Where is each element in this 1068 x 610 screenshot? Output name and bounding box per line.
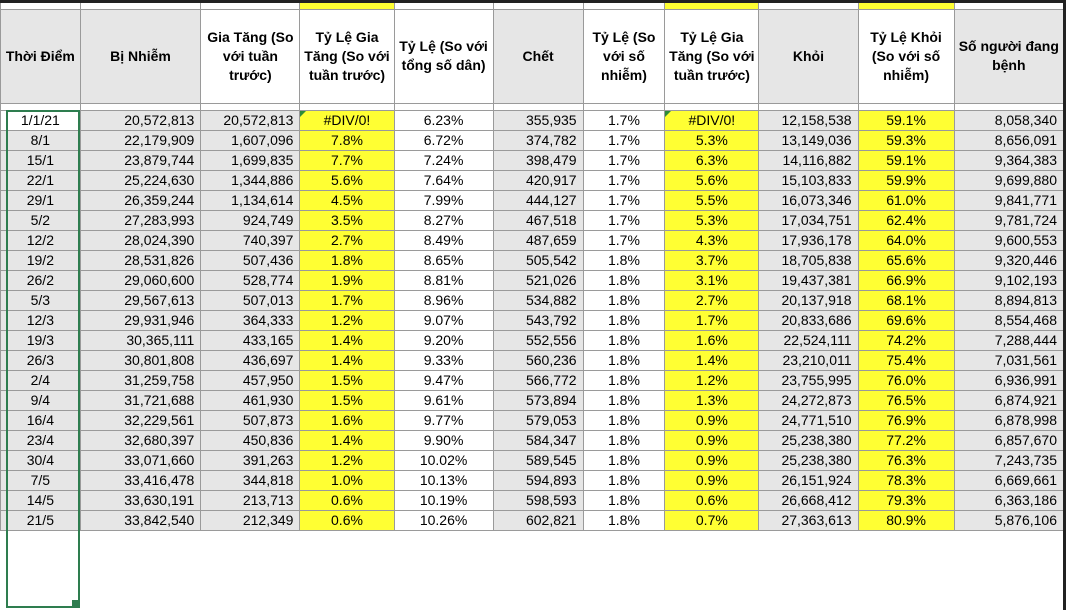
cell-pop-rate[interactable]: 10.26% (394, 510, 493, 530)
cell-infected[interactable]: 28,024,390 (80, 230, 201, 250)
cell-date[interactable]: 21/5 (1, 510, 81, 530)
cell-deaths[interactable]: 584,347 (493, 430, 583, 450)
cell-date[interactable]: 5/3 (1, 290, 81, 310)
cell-deaths[interactable]: 534,882 (493, 290, 583, 310)
cell-recovery-rate[interactable]: 66.9% (858, 270, 954, 290)
cell-date[interactable]: 14/5 (1, 490, 81, 510)
table-row (1, 350, 1064, 370)
table-row (1, 250, 1064, 270)
cell-death-rate[interactable]: 1.7% (583, 230, 665, 250)
header-ty-le-khoi[interactable]: Tỷ Lệ Khỏi (So với số nhiễm) (858, 9, 954, 103)
cell-date[interactable]: 29/1 (1, 190, 81, 210)
cell-infected[interactable]: 33,416,478 (80, 470, 201, 490)
cell-recovery-rate[interactable]: 74.2% (858, 330, 954, 350)
cell-recovery-rate[interactable]: 61.0% (858, 190, 954, 210)
cell-infected[interactable]: 30,365,111 (80, 330, 201, 350)
cell-increase-rate[interactable]: 7.8% (300, 130, 394, 150)
cell-recovery-rate[interactable]: 76.3% (858, 450, 954, 470)
cell-pop-rate[interactable]: 7.99% (394, 190, 493, 210)
cell-recovery-rate[interactable]: 78.3% (858, 470, 954, 490)
cell-date[interactable]: 7/5 (1, 470, 81, 490)
cell-death-rate[interactable]: 1.8% (583, 510, 665, 530)
cell-increase[interactable]: 528,774 (201, 270, 300, 290)
cell-recovered[interactable]: 18,705,838 (759, 250, 858, 270)
cell-infected[interactable]: 31,259,758 (80, 370, 201, 390)
cell-increase[interactable]: 1,134,614 (201, 190, 300, 210)
right-border (1063, 0, 1066, 610)
table-row (1, 290, 1064, 310)
cell-deaths[interactable]: 444,127 (493, 190, 583, 210)
cell-pop-rate[interactable]: 9.33% (394, 350, 493, 370)
cell-increase[interactable]: 433,165 (201, 330, 300, 350)
cell-pop-rate[interactable]: 7.64% (394, 170, 493, 190)
cell-infected[interactable]: 23,879,744 (80, 150, 201, 170)
cell-death-rate[interactable]: 1.8% (583, 390, 665, 410)
cell-recovery-rate[interactable]: 77.2% (858, 430, 954, 450)
cell-active[interactable]: 6,669,661 (954, 470, 1063, 490)
cell-increase[interactable]: 507,873 (201, 410, 300, 430)
cell-active[interactable]: 9,102,193 (954, 270, 1063, 290)
cell-death-rate[interactable]: 1.8% (583, 250, 665, 270)
table-row (1, 170, 1064, 190)
cell-active[interactable]: 7,243,735 (954, 450, 1063, 470)
cell-increase-rate[interactable]: 1.2% (300, 310, 394, 330)
cell-infected[interactable]: 20,572,813 (80, 110, 201, 130)
table-row (1, 430, 1064, 450)
cell-active[interactable]: 9,841,771 (954, 190, 1063, 210)
header-ty-le-dan-so[interactable]: Tỷ Lệ (So với tổng số dân) (394, 9, 493, 103)
cell-pop-rate[interactable]: 9.90% (394, 430, 493, 450)
cell-recovery-rate[interactable]: 79.3% (858, 490, 954, 510)
table-header (1, 0, 1064, 110)
cell-death-increase-rate[interactable]: 1.6% (665, 330, 759, 350)
cell-increase-rate[interactable]: 1.2% (300, 450, 394, 470)
cell-date[interactable]: 22/1 (1, 170, 81, 190)
cell-recovered[interactable]: 25,238,380 (759, 450, 858, 470)
cell-date[interactable]: 8/1 (1, 130, 81, 150)
cell-death-rate[interactable]: 1.8% (583, 430, 665, 450)
cell-infected[interactable]: 29,060,600 (80, 270, 201, 290)
cell-infected[interactable]: 29,567,613 (80, 290, 201, 310)
cell-increase-rate[interactable]: #DIV/0! (300, 110, 394, 130)
cell-recovery-rate[interactable]: 64.0% (858, 230, 954, 250)
cell-increase-rate[interactable]: 1.9% (300, 270, 394, 290)
cell-date[interactable]: 9/4 (1, 390, 81, 410)
cell-deaths[interactable]: 589,545 (493, 450, 583, 470)
table-row (1, 370, 1064, 390)
cell-recovered[interactable]: 16,073,346 (759, 190, 858, 210)
cell-deaths[interactable]: 598,593 (493, 490, 583, 510)
cell-date[interactable]: 1/1/21 (1, 110, 81, 130)
cell-recovery-rate[interactable]: 68.1% (858, 290, 954, 310)
table-row (1, 110, 1064, 130)
cell-deaths[interactable]: 505,542 (493, 250, 583, 270)
cell-increase-rate[interactable]: 5.6% (300, 170, 394, 190)
cell-recovered[interactable]: 14,116,882 (759, 150, 858, 170)
cell-pop-rate[interactable]: 7.24% (394, 150, 493, 170)
cell-recovered[interactable]: 24,272,873 (759, 390, 858, 410)
cell-deaths[interactable]: 602,821 (493, 510, 583, 530)
cell-recovered[interactable]: 22,524,111 (759, 330, 858, 350)
table-body (1, 110, 1064, 530)
cell-deaths[interactable]: 374,782 (493, 130, 583, 150)
cell-infected[interactable]: 22,179,909 (80, 130, 201, 150)
cell-infected[interactable]: 33,071,660 (80, 450, 201, 470)
cell-pop-rate[interactable]: 8.96% (394, 290, 493, 310)
cell-death-increase-rate[interactable]: 1.7% (665, 310, 759, 330)
cell-recovery-rate[interactable]: 76.9% (858, 410, 954, 430)
cell-pop-rate[interactable]: 8.65% (394, 250, 493, 270)
fill-handle[interactable] (72, 600, 78, 606)
cell-death-rate[interactable]: 1.8% (583, 450, 665, 470)
cell-increase[interactable]: 507,013 (201, 290, 300, 310)
cell-date[interactable]: 12/3 (1, 310, 81, 330)
table-row (1, 270, 1064, 290)
cell-recovery-rate[interactable]: 69.6% (858, 310, 954, 330)
cell-recovered[interactable]: 15,103,833 (759, 170, 858, 190)
header-ty-le-gia-tang-chet[interactable]: Tỷ Lệ Gia Tăng (So với tuần trước) (665, 9, 759, 103)
cell-increase-rate[interactable]: 4.5% (300, 190, 394, 210)
cell-death-rate[interactable]: 1.7% (583, 210, 665, 230)
cell-active[interactable]: 7,031,561 (954, 350, 1063, 370)
cell-increase[interactable]: 391,263 (201, 450, 300, 470)
cell-active[interactable]: 9,600,553 (954, 230, 1063, 250)
cell-date[interactable]: 30/4 (1, 450, 81, 470)
cell-deaths[interactable]: 521,026 (493, 270, 583, 290)
cell-death-increase-rate[interactable]: 0.9% (665, 450, 759, 470)
cell-death-rate[interactable]: 1.8% (583, 290, 665, 310)
cell-deaths[interactable]: 467,518 (493, 210, 583, 230)
cell-active[interactable]: 6,857,670 (954, 430, 1063, 450)
cell-pop-rate[interactable]: 6.72% (394, 130, 493, 150)
cell-deaths[interactable]: 579,053 (493, 410, 583, 430)
cell-date[interactable]: 15/1 (1, 150, 81, 170)
cell-active[interactable]: 7,288,444 (954, 330, 1063, 350)
cell-recovered[interactable]: 25,238,380 (759, 430, 858, 450)
cell-recovery-rate[interactable]: 76.0% (858, 370, 954, 390)
cell-recovered[interactable]: 17,034,751 (759, 210, 858, 230)
cell-increase-rate[interactable]: 0.6% (300, 490, 394, 510)
cell-infected[interactable]: 25,224,630 (80, 170, 201, 190)
header-thoi-diem[interactable]: Thời Điểm (1, 9, 81, 103)
cell-death-increase-rate[interactable]: 0.9% (665, 410, 759, 430)
cell-pop-rate[interactable]: 8.81% (394, 270, 493, 290)
cell-death-rate[interactable]: 1.8% (583, 370, 665, 390)
cell-date[interactable]: 16/4 (1, 410, 81, 430)
cell-death-increase-rate[interactable]: 0.7% (665, 510, 759, 530)
cell-deaths[interactable]: 552,556 (493, 330, 583, 350)
cell-infected[interactable]: 26,359,244 (80, 190, 201, 210)
cell-death-increase-rate[interactable]: 3.7% (665, 250, 759, 270)
cell-increase[interactable]: 924,749 (201, 210, 300, 230)
cell-increase-rate[interactable]: 0.6% (300, 510, 394, 530)
cell-date[interactable]: 23/4 (1, 430, 81, 450)
cell-deaths[interactable]: 487,659 (493, 230, 583, 250)
cell-deaths[interactable]: 398,479 (493, 150, 583, 170)
cell-increase-rate[interactable]: 1.5% (300, 370, 394, 390)
cell-deaths[interactable]: 560,236 (493, 350, 583, 370)
cell-active[interactable]: 6,936,991 (954, 370, 1063, 390)
cell-recovery-rate[interactable]: 62.4% (858, 210, 954, 230)
cell-date[interactable]: 19/2 (1, 250, 81, 270)
cell-increase-rate[interactable]: 1.4% (300, 350, 394, 370)
cell-increase-rate[interactable]: 1.4% (300, 330, 394, 350)
cell-increase[interactable]: 1,607,096 (201, 130, 300, 150)
cell-increase[interactable]: 457,950 (201, 370, 300, 390)
cell-increase-rate[interactable]: 1.4% (300, 430, 394, 450)
cell-infected[interactable]: 32,680,397 (80, 430, 201, 450)
cell-increase-rate[interactable]: 1.5% (300, 390, 394, 410)
cell-infected[interactable]: 29,931,946 (80, 310, 201, 330)
header-ty-le-gia-tang[interactable]: Tỷ Lệ Gia Tăng (So với tuần trước) (300, 9, 394, 103)
cell-death-increase-rate[interactable]: 3.1% (665, 270, 759, 290)
cell-recovered[interactable]: 26,151,924 (759, 470, 858, 490)
cell-recovery-rate[interactable]: 59.9% (858, 170, 954, 190)
cell-active[interactable]: 8,058,340 (954, 110, 1063, 130)
cell-recovery-rate[interactable]: 59.3% (858, 130, 954, 150)
cell-increase[interactable]: 507,436 (201, 250, 300, 270)
cell-recovery-rate[interactable]: 76.5% (858, 390, 954, 410)
cell-active[interactable]: 9,781,724 (954, 210, 1063, 230)
cell-recovered[interactable]: 26,668,412 (759, 490, 858, 510)
cell-death-increase-rate[interactable]: 0.6% (665, 490, 759, 510)
cell-infected[interactable]: 31,721,688 (80, 390, 201, 410)
cell-active[interactable]: 6,878,998 (954, 410, 1063, 430)
cell-death-rate[interactable]: 1.8% (583, 310, 665, 330)
cell-active[interactable]: 5,876,106 (954, 510, 1063, 530)
table-row (1, 310, 1064, 330)
top-border (0, 0, 1064, 3)
cell-increase-rate[interactable]: 7.7% (300, 150, 394, 170)
cell-date[interactable]: 12/2 (1, 230, 81, 250)
cell-increase[interactable]: 461,930 (201, 390, 300, 410)
cell-deaths[interactable]: 543,792 (493, 310, 583, 330)
cell-pop-rate[interactable]: 8.27% (394, 210, 493, 230)
table-row (1, 230, 1064, 250)
cell-death-increase-rate[interactable]: 4.3% (665, 230, 759, 250)
cell-active[interactable]: 6,363,186 (954, 490, 1063, 510)
cell-death-rate[interactable]: 1.8% (583, 410, 665, 430)
cell-death-rate[interactable]: 1.8% (583, 470, 665, 490)
cell-recovered[interactable]: 24,771,510 (759, 410, 858, 430)
cell-pop-rate[interactable]: 10.13% (394, 470, 493, 490)
cell-increase[interactable]: 213,713 (201, 490, 300, 510)
cell-active[interactable]: 9,320,446 (954, 250, 1063, 270)
cell-recovered[interactable]: 20,833,686 (759, 310, 858, 330)
cell-deaths[interactable]: 355,935 (493, 110, 583, 130)
cell-death-rate[interactable]: 1.8% (583, 270, 665, 290)
cell-infected[interactable]: 32,229,561 (80, 410, 201, 430)
cell-active[interactable]: 8,656,091 (954, 130, 1063, 150)
cell-increase[interactable]: 450,836 (201, 430, 300, 450)
header-ty-le-chet[interactable]: Tỷ Lệ (So với số nhiễm) (583, 9, 665, 103)
cell-increase[interactable]: 364,333 (201, 310, 300, 330)
cell-recovered[interactable]: 23,755,995 (759, 370, 858, 390)
cell-death-rate[interactable]: 1.7% (583, 190, 665, 210)
table-row (1, 150, 1064, 170)
cell-recovery-rate[interactable]: 59.1% (858, 110, 954, 130)
cell-death-increase-rate[interactable]: 5.5% (665, 190, 759, 210)
cell-increase[interactable]: 20,572,813 (201, 110, 300, 130)
cell-infected[interactable]: 30,801,808 (80, 350, 201, 370)
cell-death-rate[interactable]: 1.7% (583, 170, 665, 190)
header-khoi[interactable]: Khỏi (759, 9, 858, 103)
cell-death-increase-rate[interactable]: 5.6% (665, 170, 759, 190)
cell-infected[interactable]: 33,842,540 (80, 510, 201, 530)
cell-increase[interactable]: 344,818 (201, 470, 300, 490)
cell-active[interactable]: 8,554,468 (954, 310, 1063, 330)
table-row (1, 450, 1064, 470)
cell-date[interactable]: 26/2 (1, 270, 81, 290)
cell-recovered[interactable]: 13,149,036 (759, 130, 858, 150)
cell-increase-rate[interactable]: 1.0% (300, 470, 394, 490)
cell-recovered[interactable]: 17,936,178 (759, 230, 858, 250)
cell-death-increase-rate[interactable]: 1.2% (665, 370, 759, 390)
header-chet[interactable]: Chết (493, 9, 583, 103)
cell-increase-rate[interactable]: 1.8% (300, 250, 394, 270)
cell-recovery-rate[interactable]: 59.1% (858, 150, 954, 170)
cell-recovery-rate[interactable]: 80.9% (858, 510, 954, 530)
table-row (1, 390, 1064, 410)
cell-increase[interactable]: 436,697 (201, 350, 300, 370)
cell-increase[interactable]: 1,344,886 (201, 170, 300, 190)
cell-infected[interactable]: 33,630,191 (80, 490, 201, 510)
cell-pop-rate[interactable]: 9.77% (394, 410, 493, 430)
cell-recovery-rate[interactable]: 65.6% (858, 250, 954, 270)
cell-recovered[interactable]: 12,158,538 (759, 110, 858, 130)
table-row (1, 470, 1064, 490)
cell-date[interactable]: 2/4 (1, 370, 81, 390)
cell-pop-rate[interactable]: 8.49% (394, 230, 493, 250)
cell-recovery-rate[interactable]: 75.4% (858, 350, 954, 370)
cell-date[interactable]: 26/3 (1, 350, 81, 370)
cell-pop-rate[interactable]: 9.20% (394, 330, 493, 350)
cell-death-rate[interactable]: 1.7% (583, 130, 665, 150)
cell-death-increase-rate[interactable]: 1.3% (665, 390, 759, 410)
header-bi-nhiem[interactable]: Bị Nhiễm (80, 9, 201, 103)
table-row (1, 490, 1064, 510)
cell-pop-rate[interactable]: 10.19% (394, 490, 493, 510)
cell-pop-rate[interactable]: 9.07% (394, 310, 493, 330)
cell-date[interactable]: 19/3 (1, 330, 81, 350)
cell-increase[interactable]: 212,349 (201, 510, 300, 530)
cell-pop-rate[interactable]: 6.23% (394, 110, 493, 130)
cell-death-increase-rate[interactable]: 2.7% (665, 290, 759, 310)
header-gia-tang[interactable]: Gia Tăng (So với tuần trước) (201, 9, 300, 103)
cell-infected[interactable]: 27,283,993 (80, 210, 201, 230)
cell-increase-rate[interactable]: 1.7% (300, 290, 394, 310)
cell-pop-rate[interactable]: 9.47% (394, 370, 493, 390)
cell-death-rate[interactable]: 1.7% (583, 150, 665, 170)
cell-death-increase-rate[interactable]: 5.3% (665, 210, 759, 230)
cell-death-rate[interactable]: 1.8% (583, 350, 665, 370)
cell-increase[interactable]: 740,397 (201, 230, 300, 250)
cell-date[interactable]: 5/2 (1, 210, 81, 230)
table-row (1, 130, 1064, 150)
cell-death-increase-rate[interactable]: 0.9% (665, 430, 759, 450)
cell-increase-rate[interactable]: 1.6% (300, 410, 394, 430)
cell-death-rate[interactable]: 1.8% (583, 330, 665, 350)
header-dang-benh[interactable]: Số người đang bệnh (954, 9, 1063, 103)
cell-active[interactable]: 9,364,383 (954, 150, 1063, 170)
table-row (1, 210, 1064, 230)
cell-deaths[interactable]: 573,894 (493, 390, 583, 410)
cell-active[interactable]: 9,699,880 (954, 170, 1063, 190)
cell-recovered[interactable]: 23,210,011 (759, 350, 858, 370)
cell-death-increase-rate[interactable]: 0.9% (665, 470, 759, 490)
table-row (1, 410, 1064, 430)
cell-active[interactable]: 6,874,921 (954, 390, 1063, 410)
cell-recovered[interactable]: 27,363,613 (759, 510, 858, 530)
cell-death-rate[interactable]: 1.8% (583, 490, 665, 510)
table-row (1, 190, 1064, 210)
cell-pop-rate[interactable]: 9.61% (394, 390, 493, 410)
cell-death-increase-rate[interactable]: 6.3% (665, 150, 759, 170)
cell-death-increase-rate[interactable]: 5.3% (665, 130, 759, 150)
cell-death-increase-rate[interactable]: 1.4% (665, 350, 759, 370)
cell-death-increase-rate[interactable]: #DIV/0! (665, 110, 759, 130)
cell-recovered[interactable]: 20,137,918 (759, 290, 858, 310)
cell-infected[interactable]: 28,531,826 (80, 250, 201, 270)
cell-deaths[interactable]: 566,772 (493, 370, 583, 390)
cell-increase[interactable]: 1,699,835 (201, 150, 300, 170)
cell-death-rate[interactable]: 1.7% (583, 110, 665, 130)
cell-deaths[interactable]: 420,917 (493, 170, 583, 190)
table-row (1, 330, 1064, 350)
cell-recovered[interactable]: 19,437,381 (759, 270, 858, 290)
cell-increase-rate[interactable]: 2.7% (300, 230, 394, 250)
cell-increase-rate[interactable]: 3.5% (300, 210, 394, 230)
cell-deaths[interactable]: 594,893 (493, 470, 583, 490)
cell-active[interactable]: 8,894,813 (954, 290, 1063, 310)
table-row (1, 510, 1064, 530)
cell-pop-rate[interactable]: 10.02% (394, 450, 493, 470)
